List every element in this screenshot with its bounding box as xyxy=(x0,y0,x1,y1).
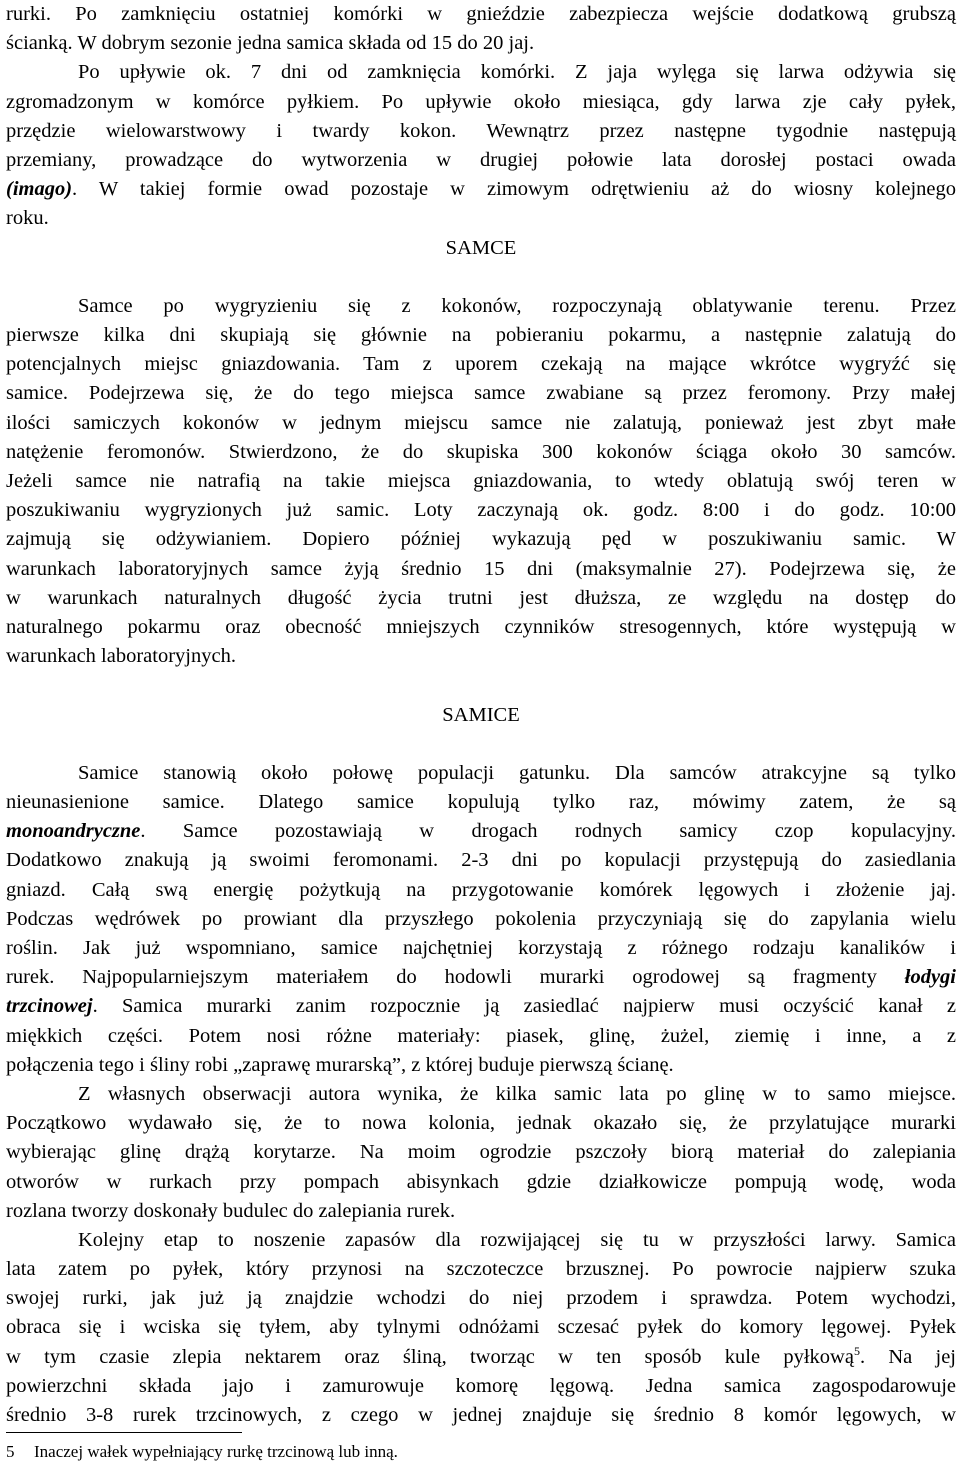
emphasis-lodygi: łodygi xyxy=(904,966,956,989)
text-line: otworów w rurkach przy pompach abisynkach gdzie działkowicze pompują wodę, woda xyxy=(6,1170,956,1193)
text-line: ilości samiczych kokonów w jednym miejscu samce nie zalatują, ponieważ jest zbyt małe xyxy=(6,411,956,434)
section-heading-samice: SAMICE xyxy=(442,703,520,726)
text-line: przemiany, prowadzące do wytworzenia w drugiej połowie lata dorosłej postaci owada xyxy=(6,148,956,171)
text-line: gniazd. Całą swą energię pożytkują na przygotowanie komórek lęgowych i złożenie jaj. xyxy=(6,878,956,901)
text-line: Samce po wygryzieniu się z kokonów, rozpoczynają oblatywanie terenu. Przez xyxy=(78,294,956,317)
text-line: monoandryczne. Samce pozostawiają w drogach rodnych samicy czop kopulacyjny. xyxy=(6,820,956,843)
document-page xyxy=(6,0,956,1430)
text-line: zajmują się odżywianiem. Dopiero później wykazują pęd w poszukiwaniu samic. W xyxy=(6,528,956,551)
emphasis-trzcinowej: trzcinowej xyxy=(6,995,93,1018)
text-line: pierwsze kilka dni skupiają się głównie na pobieraniu pokarmu, a następnie zalatują do xyxy=(6,324,956,347)
text-line: nieunasienione samice. Dlatego samice kopulują tylko raz, mówimy zatem, że są xyxy=(6,791,956,814)
text-line: Z własnych obserwacji autora wynika, że kilka samic lata po glinę w to samo miejsce. xyxy=(78,1082,956,1105)
emphasis-imago: (imago) xyxy=(6,178,73,201)
text-line: rurki. Po zamknięciu ostatniej komórki w gnieździe zabezpiecza wejście dodatkową grubszą xyxy=(6,3,956,25)
footnote xyxy=(6,1441,398,1463)
footnote-text: Inaczej wałek wypełniający rurkę trzcinową lub inną. xyxy=(34,1442,398,1461)
text-line: trzcinowej. Samica murarki zanim rozpocznie ją zasiedlać najpierw musi oczyścić kanał z xyxy=(6,995,956,1018)
text-line: połączenia tego i śliny robi „zaprawę murarską”, z której buduje pierwszą ścianę. xyxy=(6,1053,674,1076)
text-line: przędzie wielowarstwowy i twardy kokon. Wewnątrz przez następne tygodnie następują xyxy=(6,119,956,142)
text-line: Początkowo wydawało się, że to nowa kolonia, jednak okazało się, że przylatujące murarki xyxy=(6,1112,956,1135)
text-line: obraca się i wciska się tyłem, aby tylnymi odnóżami sczesać pyłek do komory lęgowej. Pyłek xyxy=(6,1316,956,1339)
text-line: Dodatkowo znakują ją swoimi feromonami. 2-3 dni po kopulacji przystępują do zasiedlania xyxy=(6,849,956,872)
text-line: powierzchni składa jajo i zamurowuje komorę lęgową. Jedna samica zagospodarowuje xyxy=(6,1374,956,1397)
text-line: miękkich części. Potem nosi różne materiały: piasek, glinę, żużel, ziemię i inne, a z xyxy=(6,1024,956,1047)
text-line: Po upływie ok. 7 dni od zamknięcia komórki. Z jaja wylęga się larwa odżywia się xyxy=(78,61,956,84)
text-line: potencjalnych miejsc gniazdowania. Tam z uporem czekają na mające wkrótce wygryźć się xyxy=(6,353,956,376)
text-line: warunkach laboratoryjnych samce żyją średnio 15 dni (maksymalnie 27). Podejrzewa się, że xyxy=(6,557,956,580)
text-line: rozlana tworzy doskonały budulec do zalepiania rurek. xyxy=(6,1199,456,1222)
text-line: (imago). W takiej formie owad pozostaje w zimowym odrętwieniu aż do wiosny kolejnego xyxy=(6,178,956,201)
text-line: wybierając glinę drążą korytarze. Na moim ogrodzie pszczoły biorą materiał do zalepiania xyxy=(6,1141,956,1164)
text-line: samice. Podejrzewa się, że do tego miejsca samce zwabiane są przez feromony. Przy małej xyxy=(6,382,956,405)
text-line: swojej rurki, jak już ją znajdzie wchodzi do niej przodem i sprawdza. Potem wychodzi, xyxy=(6,1287,956,1310)
text-line: średnio 3-8 rurek trzcinowych, z czego w jednej znajduje się średnio 8 komór lęgowych, w xyxy=(6,1404,956,1426)
footnote-divider xyxy=(6,1432,242,1433)
text-line: poszukiwaniu wygryzionych już samic. Loty zaczynają ok. godz. 8:00 i do godz. 10:00 xyxy=(6,499,956,522)
text-line: naturalnego pokarmu oraz obecność mniejszych czynników stresogennych, które występują w xyxy=(6,615,956,638)
footnote-number: 5 xyxy=(6,1442,15,1461)
text-line: Podczas wędrówek po prowiant dla przyszłego pokolenia przyczyniają się do zapylania wielu xyxy=(6,907,956,930)
text-line: Kolejny etap to noszenie zapasów dla rozwijającej się tu w przyszłości larwy. Samica xyxy=(78,1228,956,1251)
emphasis-monoandryczne: monoandryczne xyxy=(6,820,141,843)
text-line: roślin. Jak już wspomniano, samice najchętniej korzystają z różnego rodzaju kanalików i xyxy=(6,937,956,959)
footnote-ref: 5 xyxy=(853,1343,860,1358)
text-line: Jeżeli samce nie natrafią na takie miejsca gniazdowania, to wtedy oblatują swój teren w xyxy=(6,470,956,492)
text-line: natężenie feromonów. Stwierdzono, że do skupiska 300 kokonów ściąga około 30 samców. xyxy=(6,440,956,463)
text-line: lata zatem po pyłek, który przynosi na szczoteczce brzusznej. Po powrocie najpierw szuka xyxy=(6,1258,956,1281)
text-line: w warunkach naturalnych długość życia trutni jest dłuższa, ze względu na dostęp do xyxy=(6,586,956,609)
text-line: warunkach laboratoryjnych. xyxy=(6,645,236,668)
section-heading-samce: SAMCE xyxy=(445,236,517,259)
text-line: ścianką. W dobrym sezonie jedna samica składa od 15 do 20 jaj. xyxy=(6,32,535,55)
text-line: rurek. Najpopularniejszym materiałem do hodowli murarki ogrodowej są fragmenty łodygi xyxy=(6,966,956,989)
text-line: Samice stanowią około połowę populacji gatunku. Dla samców atrakcyjne są tylko xyxy=(78,761,956,784)
text-line: w tym czasie zlepia nektarem oraz śliną, tworząc w ten sposób kule pyłkową$^5$. Na jej xyxy=(6,1343,957,1368)
text-line: roku. xyxy=(6,207,49,230)
text-line: zgromadzonym w komórce pyłkiem. Po upływie około miesiąca, gdy larwa zje cały pyłek, xyxy=(6,90,956,113)
